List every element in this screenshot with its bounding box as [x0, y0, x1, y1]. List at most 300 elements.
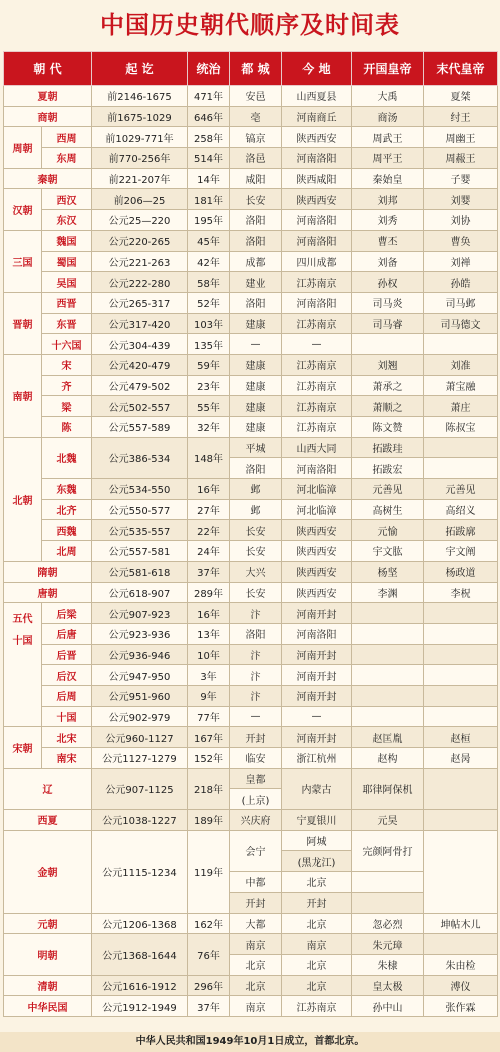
header-cell: 都 城 — [230, 52, 282, 86]
table-row — [4, 127, 498, 148]
founder-cell: 皇太极 — [352, 975, 424, 996]
location-cell: 江苏南京 — [282, 375, 352, 396]
last-emperor-cell: 刘禅 — [424, 251, 498, 272]
duration-cell: 77年 — [188, 706, 230, 727]
last-emperor-cell: 子婴 — [424, 168, 498, 189]
duration-cell: 16年 — [188, 603, 230, 624]
duration-cell: 296年 — [188, 975, 230, 996]
period-cell: 公元1912-1949 — [92, 996, 188, 1017]
last-emperor-cell: 杨政道 — [424, 561, 498, 582]
table-row — [4, 168, 498, 189]
capital-cell: 洛阳 — [230, 230, 282, 251]
sub-dynasty-name: 宋 — [42, 354, 92, 375]
sub-dynasty-name: 北齐 — [42, 499, 92, 520]
duration-cell: 135年 — [188, 334, 230, 355]
table-row — [4, 727, 498, 748]
period-cell: 公元618-907 — [92, 582, 188, 603]
table-row — [4, 437, 498, 458]
table-row — [4, 272, 498, 293]
period-cell: 公元479-502 — [92, 375, 188, 396]
dynasty-name: 秦朝 — [4, 168, 92, 189]
duration-cell: 59年 — [188, 354, 230, 375]
capital-cell: 开封 — [230, 892, 282, 913]
duration-cell: 289年 — [188, 582, 230, 603]
page-title: 中国历史朝代顺序及时间表 — [100, 11, 400, 39]
period-cell: 公元222-280 — [92, 272, 188, 293]
founder-cell: 刘邦 — [352, 189, 424, 210]
table-row — [4, 375, 498, 396]
founder-cell: 曹丕 — [352, 230, 424, 251]
founder-cell — [352, 892, 424, 913]
location-cell: — — [282, 706, 352, 727]
location-cell: — — [282, 334, 352, 355]
dynasty-name: 辽 — [4, 768, 92, 809]
founder-cell: 刘备 — [352, 251, 424, 272]
last-emperor-cell — [424, 685, 498, 706]
capital-cell: 长安 — [230, 520, 282, 541]
capital-cell: 建康 — [230, 375, 282, 396]
capital-cell: 临安 — [230, 748, 282, 769]
duration-cell: 76年 — [188, 934, 230, 975]
period-cell: 公元535-557 — [92, 520, 188, 541]
capital-cell: 洛阳 — [230, 210, 282, 231]
last-emperor-cell — [424, 665, 498, 686]
capital-cell: 兴庆府 — [230, 810, 282, 831]
group-label-line: 五代 — [12, 614, 33, 626]
period-cell: 公元220-265 — [92, 230, 188, 251]
dynasty-name: 明朝 — [4, 934, 92, 975]
last-emperor-cell — [424, 768, 498, 809]
table-row — [4, 189, 498, 210]
sub-dynasty-name: 后梁 — [42, 603, 92, 624]
period-cell: 公元304-439 — [92, 334, 188, 355]
period-cell: 公元550-577 — [92, 499, 188, 520]
sub-dynasty-name: 北周 — [42, 541, 92, 562]
period-cell: 公元25—220 — [92, 210, 188, 231]
duration-cell: 16年 — [188, 479, 230, 500]
dynasty-name: 中华民国 — [4, 996, 92, 1017]
duration-cell: 167年 — [188, 727, 230, 748]
founder-cell — [352, 603, 424, 624]
founder-cell: 朱元璋 — [352, 934, 424, 955]
capital-cell: 长安 — [230, 189, 282, 210]
sub-dynasty-name: 西魏 — [42, 520, 92, 541]
founder-cell: 元善见 — [352, 479, 424, 500]
sub-dynasty-name: 后晋 — [42, 644, 92, 665]
dynasty-name: 元朝 — [4, 913, 92, 934]
sub-dynasty-name: 蜀国 — [42, 251, 92, 272]
sub-dynasty-name: 魏国 — [42, 230, 92, 251]
founder-cell: 赵匡胤 — [352, 727, 424, 748]
duration-cell: 55年 — [188, 396, 230, 417]
location-cell: 陕西西安 — [282, 561, 352, 582]
header-cell: 朝 代 — [4, 52, 92, 86]
header-cell: 末代皇帝 — [424, 52, 498, 86]
founder-cell — [352, 872, 424, 893]
last-emperor-cell: 张作霖 — [424, 996, 498, 1017]
table-row — [4, 996, 498, 1017]
duration-cell: 181年 — [188, 189, 230, 210]
period-cell: 公元907-923 — [92, 603, 188, 624]
dynasty-name: 商朝 — [4, 106, 92, 127]
header-cell: 今 地 — [282, 52, 352, 86]
last-emperor-cell: 李柷 — [424, 582, 498, 603]
sub-dynasty-name: 西晋 — [42, 292, 92, 313]
period-cell: 公元923-936 — [92, 623, 188, 644]
location-cell: 陕西西安 — [282, 582, 352, 603]
period-cell: 公元420-479 — [92, 354, 188, 375]
founder-cell: 赵构 — [352, 748, 424, 769]
group-label-line: 十国 — [12, 636, 33, 648]
duration-cell: 27年 — [188, 499, 230, 520]
duration-cell: 471年 — [188, 86, 230, 107]
duration-cell: 52年 — [188, 292, 230, 313]
sub-dynasty-name: 东魏 — [42, 479, 92, 500]
founder-cell: 大禹 — [352, 86, 424, 107]
header-cell: 统治 — [188, 52, 230, 86]
founder-cell: 忽必烈 — [352, 913, 424, 934]
capital-cell: 成都 — [230, 251, 282, 272]
period-cell: 公元1368-1644 — [92, 934, 188, 975]
table-row — [4, 292, 498, 313]
founder-cell: 秦始皇 — [352, 168, 424, 189]
founder-cell: 高树生 — [352, 499, 424, 520]
location-cell: 内蒙古 — [282, 768, 352, 809]
duration-cell: 32年 — [188, 417, 230, 438]
location-cell: 宁夏银川 — [282, 810, 352, 831]
last-emperor-cell: 萧庄 — [424, 396, 498, 417]
table-row — [4, 603, 498, 624]
capital-cell: 建康 — [230, 396, 282, 417]
location-cell: (黑龙江) — [282, 851, 352, 872]
founder-cell: 商汤 — [352, 106, 424, 127]
period-cell: 公元907-1125 — [92, 768, 188, 809]
header-cell: 起 讫 — [92, 52, 188, 86]
founder-cell: 拓跋珪 — [352, 437, 424, 458]
location-cell: 河南开封 — [282, 727, 352, 748]
duration-cell: 58年 — [188, 272, 230, 293]
location-cell: 河南洛阳 — [282, 458, 352, 479]
location-cell: 河南洛阳 — [282, 292, 352, 313]
location-cell: 陕西西安 — [282, 520, 352, 541]
table-row — [4, 86, 498, 107]
table-row — [4, 913, 498, 934]
duration-cell: 13年 — [188, 623, 230, 644]
table-row — [4, 685, 498, 706]
location-cell: 山西大同 — [282, 437, 352, 458]
table-row — [4, 748, 498, 769]
capital-cell: 长安 — [230, 582, 282, 603]
table-row — [4, 541, 498, 562]
last-emperor-cell: 赵昺 — [424, 748, 498, 769]
location-cell: 陕西西安 — [282, 541, 352, 562]
founder-cell: 孙权 — [352, 272, 424, 293]
capital-cell: 皇都 — [230, 768, 282, 789]
duration-cell: 9年 — [188, 685, 230, 706]
location-cell: 河南开封 — [282, 685, 352, 706]
table-row — [4, 582, 498, 603]
capital-cell: 洛阳 — [230, 458, 282, 479]
founder-cell: 陈文赞 — [352, 417, 424, 438]
last-emperor-cell — [424, 334, 498, 355]
location-cell: 河南开封 — [282, 665, 352, 686]
last-emperor-cell: 夏桀 — [424, 86, 498, 107]
dynasty-group-name: 宋朝 — [4, 727, 42, 768]
table-row — [4, 520, 498, 541]
sub-dynasty-name: 梁 — [42, 396, 92, 417]
sub-dynasty-name: 十六国 — [42, 334, 92, 355]
period-cell: 前206—25 — [92, 189, 188, 210]
duration-cell: 646年 — [188, 106, 230, 127]
capital-cell: 安邑 — [230, 86, 282, 107]
location-cell: 河南洛阳 — [282, 623, 352, 644]
founder-cell: 孙中山 — [352, 996, 424, 1017]
duration-cell: 23年 — [188, 375, 230, 396]
capital-cell: 镐京 — [230, 127, 282, 148]
period-cell: 公元1115-1234 — [92, 830, 188, 913]
table-row — [4, 251, 498, 272]
founder-cell — [352, 665, 424, 686]
capital-cell: 建康 — [230, 354, 282, 375]
dynasty-group-name: 三国 — [4, 230, 42, 292]
location-cell: 江苏南京 — [282, 996, 352, 1017]
table-row — [4, 106, 498, 127]
founder-cell: 元昊 — [352, 810, 424, 831]
sub-dynasty-name: 齐 — [42, 375, 92, 396]
dynasty-name: 西夏 — [4, 810, 92, 831]
capital-cell: 南京 — [230, 996, 282, 1017]
period-cell: 公元265-317 — [92, 292, 188, 313]
duration-cell: 258年 — [188, 127, 230, 148]
capital-cell: 亳 — [230, 106, 282, 127]
last-emperor-cell: 司马邺 — [424, 292, 498, 313]
capital-cell: 汴 — [230, 665, 282, 686]
sub-dynasty-name: 吴国 — [42, 272, 92, 293]
dynasty-name: 隋朝 — [4, 561, 92, 582]
capital-cell: 开封 — [230, 727, 282, 748]
location-cell: 江苏南京 — [282, 272, 352, 293]
last-emperor-cell: 司马德文 — [424, 313, 498, 334]
period-cell: 公元902-979 — [92, 706, 188, 727]
table-row — [4, 148, 498, 169]
last-emperor-cell: 刘协 — [424, 210, 498, 231]
period-cell: 公元557-581 — [92, 541, 188, 562]
founder-cell: 萧顺之 — [352, 396, 424, 417]
capital-cell: 长安 — [230, 541, 282, 562]
location-cell: 河北临漳 — [282, 479, 352, 500]
table-row — [4, 830, 498, 851]
capital-cell: 咸阳 — [230, 168, 282, 189]
last-emperor-cell: 朱由检 — [424, 954, 498, 975]
last-emperor-cell: 纣王 — [424, 106, 498, 127]
capital-cell: 大都 — [230, 913, 282, 934]
period-cell: 前221-207年 — [92, 168, 188, 189]
location-cell: 河南洛阳 — [282, 210, 352, 231]
duration-cell: 14年 — [188, 168, 230, 189]
period-cell: 公元1616-1912 — [92, 975, 188, 996]
dynasty-group-name: 北朝 — [4, 437, 42, 561]
location-cell: 四川成都 — [282, 251, 352, 272]
capital-cell: 汴 — [230, 603, 282, 624]
capital-cell: (上京) — [230, 789, 282, 810]
founder-cell: 耶律阿保机 — [352, 768, 424, 809]
footer-note: 中华人民共和国1949年10月1日成立，首都北京。 — [0, 1032, 500, 1052]
dynasty-table — [3, 51, 498, 1017]
location-cell: 北京 — [282, 913, 352, 934]
location-cell: 江苏南京 — [282, 354, 352, 375]
dynasty-name: 清朝 — [4, 975, 92, 996]
duration-cell: 22年 — [188, 520, 230, 541]
period-cell: 公元386-534 — [92, 437, 188, 478]
sub-dynasty-name: 西周 — [42, 127, 92, 148]
founder-cell: 刘翘 — [352, 354, 424, 375]
period-cell: 前1029-771年 — [92, 127, 188, 148]
dynasty-group-name: 晋朝 — [4, 292, 42, 354]
table-row — [4, 479, 498, 500]
location-cell: 江苏南京 — [282, 417, 352, 438]
capital-cell: 建康 — [230, 313, 282, 334]
founder-cell: 司马睿 — [352, 313, 424, 334]
table-row — [4, 499, 498, 520]
duration-cell: 189年 — [188, 810, 230, 831]
table-row — [4, 313, 498, 334]
duration-cell: 195年 — [188, 210, 230, 231]
dynasty-name: 夏朝 — [4, 86, 92, 107]
capital-cell: 会宁 — [230, 830, 282, 871]
period-cell: 公元1206-1368 — [92, 913, 188, 934]
last-emperor-cell — [424, 644, 498, 665]
founder-cell: 朱棣 — [352, 954, 424, 975]
founder-cell — [352, 685, 424, 706]
sub-dynasty-name: 东晋 — [42, 313, 92, 334]
period-cell: 前770-256年 — [92, 148, 188, 169]
founder-cell: 萧承之 — [352, 375, 424, 396]
location-cell: 北京 — [282, 954, 352, 975]
last-emperor-cell: 高绍义 — [424, 499, 498, 520]
last-emperor-cell — [424, 934, 498, 955]
founder-cell: 司马炎 — [352, 292, 424, 313]
table-row — [4, 975, 498, 996]
last-emperor-cell: 曹奂 — [424, 230, 498, 251]
location-cell: 北京 — [282, 975, 352, 996]
table-row — [4, 396, 498, 417]
table-row — [4, 561, 498, 582]
last-emperor-cell: 宇文阐 — [424, 541, 498, 562]
sub-dynasty-name: 后唐 — [42, 623, 92, 644]
location-cell: 开封 — [282, 892, 352, 913]
dynasty-group-name: 周朝 — [4, 127, 42, 168]
founder-cell: 周武王 — [352, 127, 424, 148]
period-cell: 公元936-946 — [92, 644, 188, 665]
sub-dynasty-name: 西汉 — [42, 189, 92, 210]
last-emperor-cell: 赵桓 — [424, 727, 498, 748]
founder-cell: 元愉 — [352, 520, 424, 541]
location-cell: 河南开封 — [282, 603, 352, 624]
location-cell: 河南商丘 — [282, 106, 352, 127]
founder-cell — [352, 644, 424, 665]
period-cell: 前2146-1675 — [92, 86, 188, 107]
sub-dynasty-name: 东汉 — [42, 210, 92, 231]
duration-cell: 37年 — [188, 996, 230, 1017]
duration-cell: 24年 — [188, 541, 230, 562]
sub-dynasty-name: 后周 — [42, 685, 92, 706]
table-row — [4, 706, 498, 727]
table-row — [4, 623, 498, 644]
location-cell: 江苏南京 — [282, 396, 352, 417]
period-cell: 公元534-550 — [92, 479, 188, 500]
location-cell: 阿城 — [282, 830, 352, 851]
table-row — [4, 934, 498, 955]
last-emperor-cell — [424, 706, 498, 727]
founder-cell: 李渊 — [352, 582, 424, 603]
capital-cell: 洛阳 — [230, 623, 282, 644]
duration-cell: 218年 — [188, 768, 230, 809]
last-emperor-cell — [424, 623, 498, 644]
duration-cell: 45年 — [188, 230, 230, 251]
period-cell: 公元557-589 — [92, 417, 188, 438]
location-cell: 陕西西安 — [282, 189, 352, 210]
founder-cell: 杨坚 — [352, 561, 424, 582]
capital-cell: 洛阳 — [230, 292, 282, 313]
last-emperor-cell — [424, 603, 498, 624]
duration-cell: 514年 — [188, 148, 230, 169]
last-emperor-cell — [424, 810, 498, 831]
founder-cell: 拓跋宏 — [352, 458, 424, 479]
table-row — [4, 810, 498, 831]
table-row — [4, 354, 498, 375]
founder-cell: 周平王 — [352, 148, 424, 169]
location-cell: 河南开封 — [282, 644, 352, 665]
capital-cell: 汴 — [230, 685, 282, 706]
location-cell: 河南洛阳 — [282, 148, 352, 169]
location-cell: 陕西西安 — [282, 127, 352, 148]
table-header-row — [4, 52, 498, 86]
capital-cell: 汴 — [230, 644, 282, 665]
last-emperor-cell: 拓跋廓 — [424, 520, 498, 541]
founder-cell — [352, 623, 424, 644]
period-cell: 公元960-1127 — [92, 727, 188, 748]
founder-cell — [352, 706, 424, 727]
founder-cell: 刘秀 — [352, 210, 424, 231]
capital-cell: — — [230, 334, 282, 355]
duration-cell: 3年 — [188, 665, 230, 686]
capital-cell: 平城 — [230, 437, 282, 458]
period-cell: 公元317-420 — [92, 313, 188, 334]
capital-cell: — — [230, 706, 282, 727]
capital-cell: 大兴 — [230, 561, 282, 582]
table-row — [4, 644, 498, 665]
duration-cell: 103年 — [188, 313, 230, 334]
period-cell: 公元502-557 — [92, 396, 188, 417]
sub-dynasty-name: 后汉 — [42, 665, 92, 686]
founder-cell: 完颜阿骨打 — [352, 830, 424, 871]
period-cell: 公元581-618 — [92, 561, 188, 582]
capital-cell: 北京 — [230, 975, 282, 996]
sub-dynasty-name: 北魏 — [42, 437, 92, 478]
duration-cell: 37年 — [188, 561, 230, 582]
last-emperor-cell: 周赧王 — [424, 148, 498, 169]
duration-cell: 152年 — [188, 748, 230, 769]
capital-cell: 邺 — [230, 499, 282, 520]
location-cell: 江苏南京 — [282, 313, 352, 334]
last-emperor-cell: 坤帖木儿 — [424, 913, 498, 934]
sub-dynasty-name: 北宋 — [42, 727, 92, 748]
table-row — [4, 665, 498, 686]
capital-cell: 建业 — [230, 272, 282, 293]
location-cell: 北京 — [282, 872, 352, 893]
table-row — [4, 768, 498, 789]
duration-cell: 42年 — [188, 251, 230, 272]
